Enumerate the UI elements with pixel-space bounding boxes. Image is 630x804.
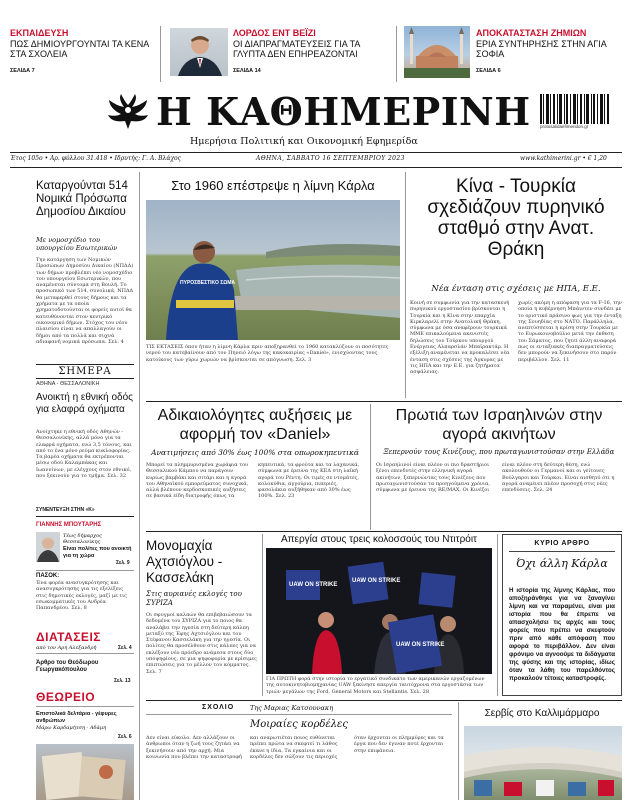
kallimarmaro-photo: [464, 726, 622, 800]
site-price: www.kathimerini.gr • € 1,20: [520, 155, 607, 162]
diatasis-label: ΔΙΑΤΑΣΕΙΣ: [36, 630, 101, 644]
portrait-icon: [170, 28, 228, 76]
barcode: [540, 94, 622, 130]
strike-photo: [266, 548, 492, 674]
israel-title: Πρωτιά των Ισραηλινών στην αγορά ακινήτων: [395, 407, 603, 443]
today-label: ΣΗΜΕΡΑ: [58, 366, 112, 377]
teaser-kicker: ΛΟΡΔΟΣ ΕΝΤ ΒΕΪΖΙ: [233, 28, 316, 38]
flood-scene-icon: [146, 200, 400, 340]
phoenix-logo-icon: [106, 93, 150, 131]
teaser-page: ΣΕΛΙΔΑ 7: [10, 68, 35, 74]
theoreio-label: ΘΕΩΡΕΙΟ: [36, 690, 96, 704]
diatasis-sub: από τον Αρη Αλεξανδρή: [36, 645, 97, 651]
today-title[interactable]: Ανοικτή η εθνική οδός για ελαφρά οχήματα: [36, 392, 133, 415]
vest-text: ΠΥΡΟΣΒΕΣΤΙΚΟ ΣΩΜΑ: [180, 280, 236, 286]
teaser-hagia-sophia[interactable]: [402, 6, 622, 86]
strike-story[interactable]: [266, 534, 492, 696]
scholio-label: ΣΧΟΛΙΟ: [202, 704, 235, 711]
issue-date: ΑΘΗΝΑ, ΣΑΒΒΑΤΟ 16 ΣΕΠΤΕΜΒΡΙΟΥ 2023: [256, 155, 405, 162]
strike-headline: Απεργία στους τρεις κολοσσούς του Ντιτρόιτ: [280, 534, 478, 545]
israel-story[interactable]: [376, 404, 622, 530]
dateline-bar: [10, 155, 622, 167]
masthead-subtitle: Ημερήσια Πολιτική και Οικονομική Εφημερίδα: [190, 136, 418, 147]
editorial-label: ΚΥΡΙΟ ΑΡΘΡΟ: [534, 540, 590, 547]
scholio-author: Της Μαριας Κατσουνακη: [250, 704, 334, 712]
interview-role: Τέως δήμαρχος Θεσσαλονίκης: [63, 533, 102, 545]
teaser-page: ΣΕΛΙΔΑ 14: [233, 68, 261, 74]
syriza-title: Μονομαχία Αχτσιόγλου - Κασσελάκη: [146, 538, 223, 585]
syriza-body: Οι σφυγμοί καλπών θα επιβεβαιώσουν τα δεδομένα του ΣΥΡΙΖΑ για το ποιος θα αναλάβει την ηγεσία στη δεύτερη κάλπη μεταξύ της Έφης Αχτσιόγλου και του Στέφανου Κασσελάκη για την ηγεσία. Οι πολίτες θα προσέλθουν στις κάλπες για να εκλέξουν νέο πρόεδρο ανάμεσα στους δύο υποψηφίους, σε μια ψηφοφορία με κρίσιμες επιπτώσεις για το μέλλον του κόμματος. Σελ. 7: [146, 612, 257, 675]
vaizey-photo: [170, 28, 228, 76]
pasok-label: ΠΑΣΟΚ:: [36, 573, 60, 579]
karla-story[interactable]: [146, 176, 400, 398]
lead-body: Την κατάργηση των Νομικών Προσώπων Δημοσίου Δικαίου (ΝΠΔΔ) των δήμων προβλέπει νέο νομοσχέδιο του υπουργείου Εσωτερικών, που αναμένεται σύντομα στη Βουλή. Το προσωπικό των 514, συνολικά, ΝΠΔΔ θα μεταφερθεί στους δήμους και τα χρήματα με τα οποία χρηματοδοτούνται οι φορείς αυτοί θα κατευθύνονται στον κεντρικό οικονομικό δήμων. Στόχος του νέου πλαισίου είναι να απαλλαγούν οι δήμοι από τα πολλά και συχνά αδιαφανή νομικά πρόσωπα. Σελ. 4: [36, 257, 134, 345]
serbia-story[interactable]: [462, 702, 622, 800]
raises-body: Μπορεί τα πλημμυρισμένα χωράφια του Θεσσαλικού Κάμπου να παράγουν κυρίως βαμβάκι και σιτάρι και η αγορά του Αθηναϊκού εμπορεύματος συνοχικά, αλλά βλέπουν κερδοσκοπικές αυξήσεις σε βασικά είδη διατροφής όπως τα κηπευτικά, τα φρούτα και τα λαχανικά, σύμφωνα με έρευνα της ΚΕΔ στη λαϊκή αγορά του Ρέντη. Οι τιμές σε ντομάτες, κολοκύθια, αγγούρια, πιπεριές, φασολάκια αυξήθηκαν από 30% έως 100%. Σελ. 23: [146, 462, 360, 500]
barcode-site: protosalidaefimeridon.gr: [540, 124, 589, 129]
theoreio-page: Σελ. 6: [118, 734, 132, 740]
theoreio-item[interactable]: Επιστολικά δελτάρια - γέφυρες ανθρώπων: [36, 711, 117, 724]
strike-caption: ΓΙΑ ΠΡΩΤΗ φορά στην ιστορία το εργατικό συνδικάτο των αμερικανών εργαζομένων της αυτοκινητοβιομηχανίας UAW ξεκίνησε απεργία ταυτόχρονα στα εργοστάσια των τριών μεγάλων της Ford, General Motors και Stellantis. Σελ. 28: [266, 676, 485, 695]
teaser-title: ΕΡΙΑ ΣΥΝΤΗΡΗΣΗΣ ΣΤΗΝ ΑΓΙΑ ΣΟΦΙΑ: [476, 39, 607, 59]
today-body: Ανοίχτηκε η εθνική οδός Αθηνών - Θεσσαλονίκης, αλλά μόνο για τα ελαφρά οχήματα, ενώ 3,5 τόνους, και από το ένα μόνο ρεύμα κυκλοφορίας. Τα βαρέα οχήματα θα εκτρέπονται μέσω οδού Καλαμπάκας και Ιωαννίνων, με ελέγχους στον εθνικό, που ξεκινούν για το τμήμα. Σελ. 32: [36, 429, 132, 480]
hagia-sophia-photo: [404, 26, 470, 78]
masthead-title[interactable]: Η ΚΑΘΗΜΕΡΙΝΗ: [156, 89, 531, 134]
sign-text: UAW ON STRIKE: [289, 582, 338, 588]
stadium-icon: [464, 726, 622, 800]
teaser-title: ΟΙ ΔΙΑΠΡΑΓΜΑΤΕΥΣΕΙΣ ΓΙΑ ΤΑ ΓΛΥΠΤΑ ΔΕΝ ΕΠΗΡΕΑΖΟΝΤΑΙ: [233, 39, 360, 59]
teaser-lord-vaizey[interactable]: [166, 6, 386, 86]
theoreio-author: Μάρω Καρδαμήτση - Αδάμη: [36, 725, 107, 731]
left-column: [10, 172, 135, 800]
editorial-body: Η ιστορία της λίμνης Κάρλας, που αποξηράνθηκε για να ξαναγίνει λίμνη και να παραμένει, είναι μια ιστορία που θα έπρεπε να απασχολήσει τις αρχές και τους φορείς που πρέπει να σκεφτούν πριν από κάθε απόφαση που αφορά το περιβάλλον. Δεν είναι φρόνιμο να αγνοούμε τα διδάγματα της φύσης και της ιστορίας, ιδίως όταν τα λάθη του παρελθόντος προκαλούν τέτοιες καταστροφές.: [509, 587, 615, 682]
israel-sub: Ξεπερνούν τους Κινέζους, που πρωταγωνιστούσαν στην Ελλάδα: [383, 448, 615, 456]
lead-sub: Με νομοσχέδιο του υπουργείου Εσωτερικών: [36, 236, 118, 252]
diatasis-item[interactable]: Άρθρο του Θεόδωρου Γεωργακόπουλου: [36, 660, 99, 673]
postcard-photo: [36, 744, 134, 800]
turkey-story[interactable]: [410, 176, 622, 398]
teaser-kicker: ΕΚΠΑΙΔΕΥΣΗ: [10, 28, 69, 38]
lead-title[interactable]: Καταργούνται 514 Νομικά Πρόσωπα Δημοσίου Δικαίου: [36, 180, 128, 218]
teaser-page: ΣΕΛΙΔΑ 6: [476, 68, 501, 74]
pasok-body: Ένα φορέα ανασυγκρότησης και ανασυγκρότησης για τις εξελίξεις στις δημοτικές εκλογές, μαζί με τις εσωκομματικές του Ανδρέα Παπανδρέου. Σελ. 8: [36, 580, 127, 612]
karla-photo: [146, 200, 400, 340]
scholio-body: Δεν είναι εύκολο. Δεν αλλάζουν οι άνθρωποι όταν η ζωή τους ζητάει να ξεκινήσουν από την αρχή. Μια κοινωνία που βλέπει την καταστροφή και αναρωτιέται ποιος ευθύνεται πρέπει πρώτα να σκεφτεί τι λάθος έκανε η ίδια. Τα εγκαίνια και οι κορδέλες δεν σώζουν τις περιοχές όταν έρχονται οι πλημμύρες και τα έργα που δεν έγιναν ποτέ έρχονται στην επιφάνεια.: [146, 735, 444, 760]
turkey-sub: Νέα ένταση στις σχέσεις με ΗΠΑ, Ε.Ε.: [431, 284, 601, 294]
turkey-title: Κίνα - Τουρκία σχεδιάζουν πυρηνικό σταθμό στην Ανατ. Θράκη: [427, 176, 605, 260]
masthead: [10, 90, 622, 152]
raises-title: Αδικαιολόγητες αυξήσεις με αφορμή τον «Daniel»: [157, 407, 353, 443]
boutaris-photo: [36, 532, 60, 562]
israel-body: Οι Ισραηλινοί είναι πλέον οι πιο δραστήριοι ξένοι επενδυτές στην ελληνική αγορά ακινήτων, ξεπερνώντας τους Κινέζους που πρωταγωνιστούσαν τα προηγούμενα χρόνια, σύμφωνα με έρευνα της RE/MAX. Οι Κινέζοι είναι πλέον στη δεύτερη θέση, ενώ ακολουθούν οι Γερμανοί και οι γείτονες Βούλγαροι και Τούρκοι. Είναι αισθητό ότι η αγορά αναμένει πλέον προσοχή στις νέες επενδύσεις. Σελ. 24: [376, 462, 615, 494]
raises-story[interactable]: [146, 404, 364, 530]
teaser-title: ΠΩΣ ΔΗΜΙΟΥΡΓΟΥΝΤΑΙ ΤΑ ΚΕΝΑ ΣΤΑ ΣΧΟΛΕΙΑ: [10, 39, 149, 59]
sign-text: UAW ON STRIKE: [396, 642, 445, 648]
turkey-body-2: χωρίς ακόμη η απόφαση για τα F-16, την οποία η κυβέρνηση Μπάιντεν συνδέει με το οριστικό πράσινο φως για την ένταξη της Σουηδίας στο ΝΑΤΟ. Παράλληλα, ανεπτύσσεται η κρίση στην Τουρκία με το Ευρωκοινοβούλιο μετά την έκθεση του Σάματος, που ζητεί άλλη αναφορά πως οι ενταξιακές διαπραγματεύσεις δεν μπορούν να ξεκινήσουν στο παρόν περιβάλλον. Σελ. 11: [518, 300, 622, 363]
barcode-icon: [540, 94, 622, 124]
syriza-story[interactable]: [146, 534, 258, 694]
syriza-sub: Στις αυριανές εκλογές του ΣΥΡΙΖΑ: [146, 590, 242, 607]
raises-sub: Ανατιμήσεις από 30% έως 100% στα οπωροκηπευτικά: [151, 448, 359, 457]
postcard-icon: [36, 744, 134, 800]
scholio-story[interactable]: [146, 702, 452, 800]
diatasis-page2: Σελ. 13: [114, 678, 131, 684]
karla-headline: Στο 1960 επέστρεψε η λίμνη Κάρλα: [171, 178, 375, 193]
founded-info: Έτος 105ο • Αρ. φύλλου 31.418 • Ιδρυτής: Γ. Α. Βλάχος: [10, 155, 182, 162]
interview-quote: Είναι πολίτες που ανοικτή για τη χώρα: [63, 546, 132, 559]
interview-author[interactable]: ΓΙΑΝΝΗΣ ΜΠΟΥΤΑΡΗΣ: [36, 522, 102, 528]
sign-text: UAW ON STRIKE: [352, 578, 401, 584]
today-section: ΑΘΗΝΑ - ΘΕΣΣΑΛΟΝΙΚΗ: [36, 381, 100, 387]
editorial-title: Όχι άλλη Κάρλα: [516, 557, 608, 570]
scholio-title: Μοιραίες κορδέλες: [249, 719, 349, 730]
serbia-headline: Σερβίς στο Καλλιμάρμαρο: [484, 708, 600, 719]
strike-scene-icon: [266, 548, 492, 674]
karla-caption: ΤΙΣ ΕΚΤΑΣΕΙΣ όπου ήταν η λίμνη Κάρλα πριν αποξηρανθεί το 1960 κατακλύζουν οι ποσότητες νερού του κατεβαίνουν από τον Πηνειό λόγω της κακοκαιρίας «Daniel», ενισχύοντας τους κατοίκους των γύρω χωριών να βρίσκονται σε απόγνωση. Σελ. 3: [146, 344, 389, 363]
turkey-body-1: Κοινή σε συμφωνία για την κατασκευή πυρηνικού εργοστασίου βρίσκονται η Τουρκία και η Κίνα στην επαρχία Κιρκλαρελί στην Ανατολική Θράκη, σύμφωνα με όσα αναφέρουν τουρκικά ΜΜΕ επικαλούμενα ακενιστές δηλώσεις του Τούρκου υπουργού Ενέργειας Αλπαρσλάν Μπαϊρακτάρ. Η εξέλιξη αναμένεται να προκαλέσει νέα ένταση στις σχέσεις της Άγκυρας με τις ΗΠΑ και την Ε.Ε. για ζητήματα ασφάλειας.: [410, 300, 510, 376]
mosque-icon: [404, 26, 470, 78]
portrait-icon: [36, 532, 60, 562]
editorial-box[interactable]: [502, 534, 622, 696]
teaser-kicker: ΑΠΟΚΑΤΑΣΤΑΣΗ ΖΗΜΙΩΝ: [476, 28, 587, 38]
diatasis-page: Σελ. 4: [118, 645, 132, 651]
interview-label: ΣΥΝΕΝΤΕΥΞΗ ΣΤΗΝ «Κ»: [36, 507, 134, 517]
interview-page: Σελ. 9: [116, 560, 130, 566]
top-teasers: [10, 6, 622, 88]
